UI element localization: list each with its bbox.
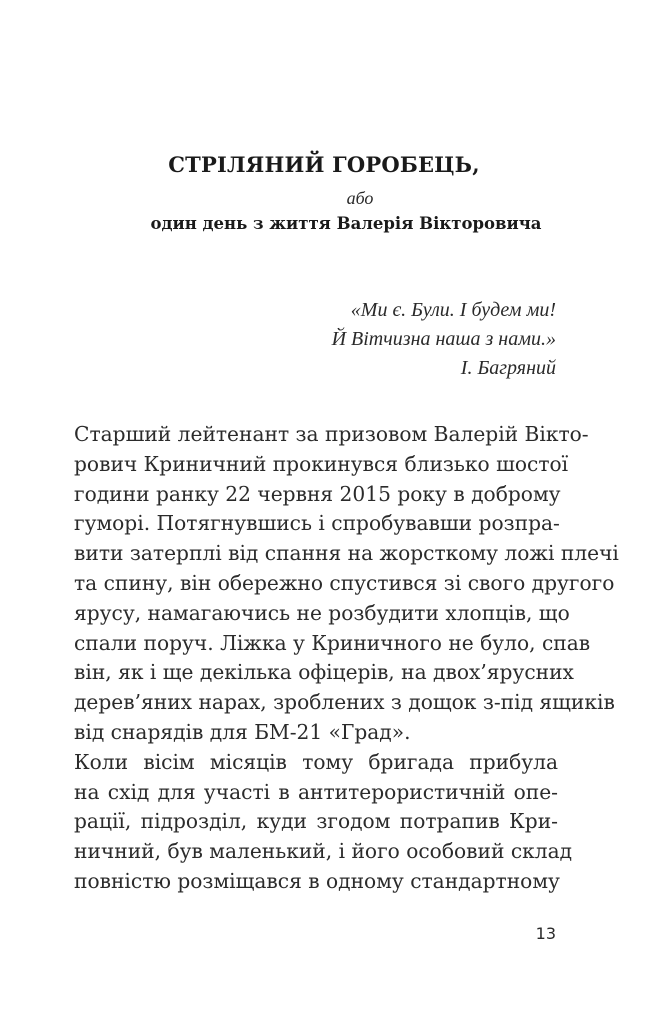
epigraph-line: Й Вітчизна наша з нами.» [331,328,556,350]
paragraph-line: Старший лейтенант за призовом Валерій Вікто- [74,422,589,446]
paragraph-line: спали поруч. Ліжка у Криничного не було, спав [74,630,591,655]
paragraph-line: та спину, він обережно спустився зі свого другого [74,570,615,595]
paragraph-line: ярусу, намагаючись не розбудити хлопців, що [74,600,570,625]
paragraph-line: він, як і ще декілька офіцерів, на двох’ярусних [74,660,574,685]
paragraph-line: повністю розміщався в одному стандартному [74,868,560,893]
paragraph-line: гуморі. Потягнувшись і спробувавши розпра- [74,511,560,536]
paragraph-line: вити затерплі від спання на жорсткому ложі плечі [74,541,619,566]
paragraph-line: рович Криничний прокинувся близько шостої [74,451,569,476]
epigraph-author: І. Багряний [460,357,556,379]
page-number: 13 [535,924,556,943]
paragraph-line: на схід для участі в антитерористичній опе- [74,779,558,804]
paragraph-line: дерев’яних нарах, зроблених з дощок з-під ящиків [74,690,615,715]
chapter-title: СТРІЛЯНИЙ ГОРОБЕЦЬ, [168,152,480,177]
paragraph-line: Коли вісім місяців тому бригада прибула [74,749,558,774]
body-text [74,420,619,897]
paragraph-line: від снарядів для БМ-21 «Град». [74,719,411,744]
epigraph [332,296,556,383]
paragraph-line: рації, підрозділ, куди згодом потрапив Кри- [74,809,558,834]
paragraph-line: години ранку 22 червня 2015 року в доброму [74,481,561,506]
chapter-subtitle: один день з життя Валерія Вікторовича [150,214,542,233]
subtitle-connector: або [346,188,374,208]
epigraph-line: «Ми є. Були. І будем ми! [350,299,556,321]
paragraph-line: ничний, був маленький, і його особовий склад [74,839,573,864]
